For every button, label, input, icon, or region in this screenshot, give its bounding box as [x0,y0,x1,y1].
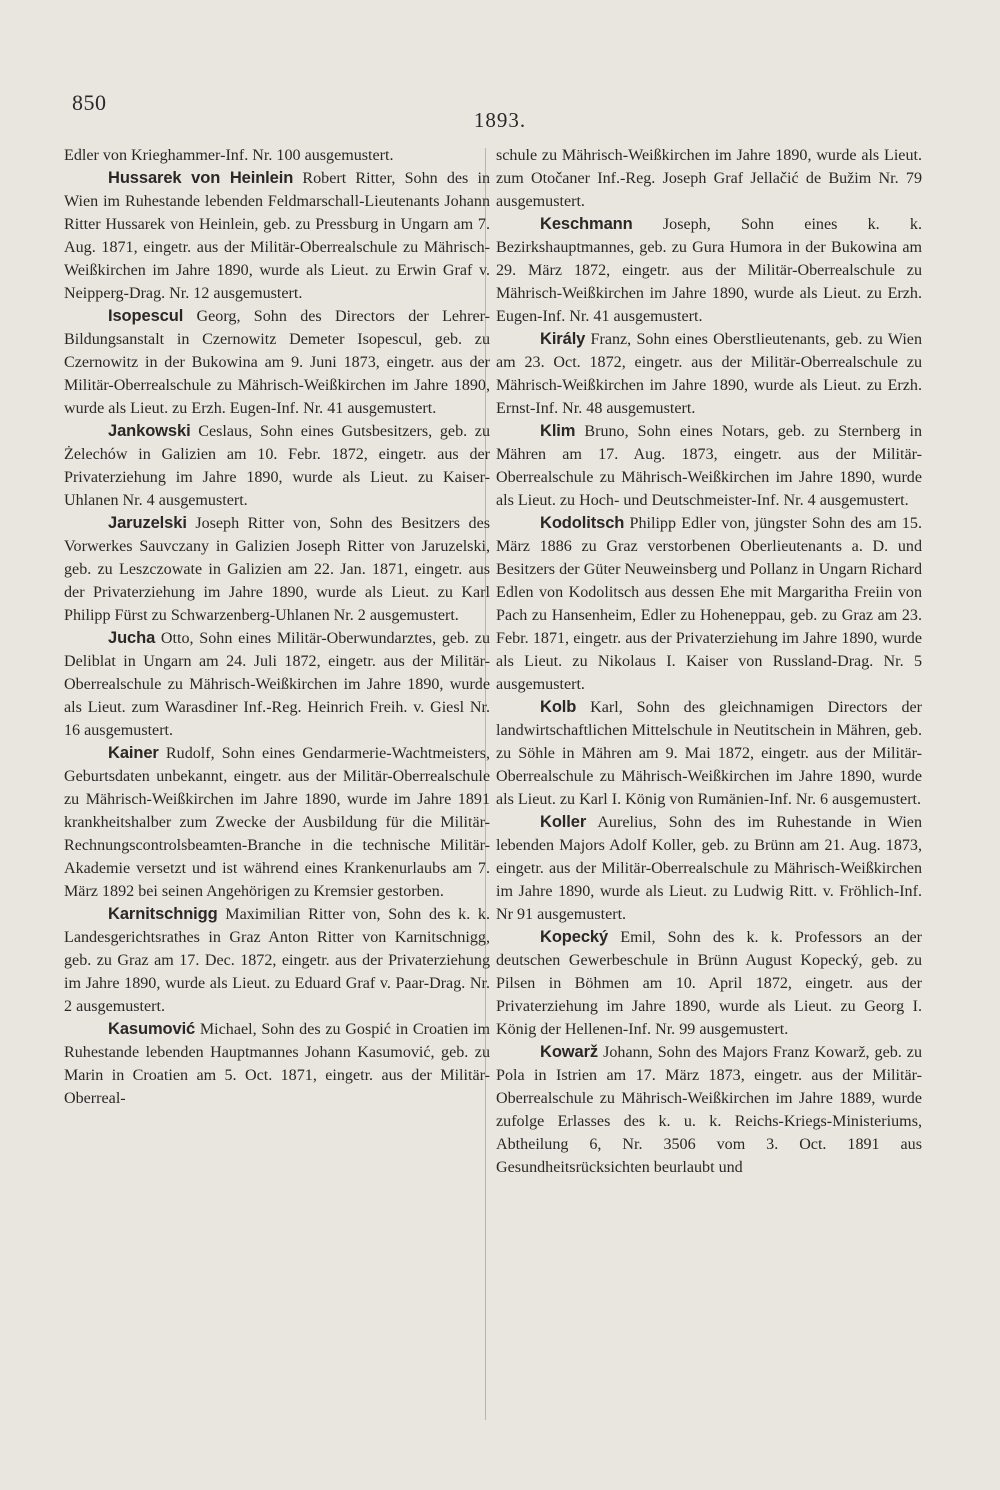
biography-entry [64,742,490,903]
biography-entry [496,926,922,1041]
right-column [496,144,922,1179]
entry-surname: Király [540,330,586,348]
biography-entry [64,1018,490,1110]
entry-text: Ceslaus, Sohn eines Gutsbesitzers, geb. zu Żelechów in Galizien am 10. Febr. 1872, eingetr. aus der Privaterziehung im Jahre 1890, wurde als Lieut. zu Kaiser-Uhlanen Nr. 4 ausgemustert. [64,423,490,509]
entry-text: Emil, Sohn des k. k. Professors an der deutschen Gewerbeschule in Brünn August Kopecký, geb. zu Pilsen in Böhmen am 10. April 1872, eingetr. aus der Privaterziehung im Jahre 1890, wurde als Lieut. zu Georg I. König der Hellenen-Inf. Nr. 99 ausgemustert. [496,929,922,1038]
biography-entry [496,811,922,926]
page-number: 850 [72,90,107,115]
entry-text: Johann, Sohn des Majors Franz Kowarž, geb. zu Pola in Istrien am 17. März 1873, eingetr. aus der Militär-Oberrealschule zu Mährisch-Weißkirchen im Jahre 1889, wurde zufolge Erlasses des k. u. k. Reichs-Kriegs-Ministeriums, Abtheilung 6, Nr. 3506 vom 3. Oct. 1891 aus Gesundheitsrücksichten beurlaubt und [496,1044,922,1176]
biography-entry [64,420,490,512]
entry-text: Karl, Sohn des gleichnamigen Directors der landwirtschaftlichen Mittelschule in Neutitschein in Mähren, geb. zu Söhle in Mähren am 9. Mai 1872, eingetr. aus der Militär-Oberrealschule zu Mährisch-Weißkirchen im Jahre 1890, wurde als Lieut. zu Karl I. König von Rumänien-Inf. Nr. 6 ausgemustert. [496,699,922,808]
entry-surname: Kodolitsch [540,514,625,532]
entry-surname: Kainer [108,744,159,762]
entry-text: Georg, Sohn des Directors der Lehrer-Bildungsanstalt in Czernowitz Demeter Isopescul, geb. zu Czernowitz in der Bukowina am 9. Juni 1873, eingetr. aus der Militär-Oberrealschule zu Mährisch-Weißkirchen im Jahre 1890, wurde als Lieut. zu Erzh. Eugen-Inf. Nr. 41 ausgemustert. [64,308,490,417]
entry-text: Joseph, Sohn eines k. k. Bezirkshauptmannes, geb. zu Gura Humora in der Bukowina am 29. März 1872, eingetr. aus der Militär-Oberrealschule zu Mährisch-Weißkirchen im Jahre 1890, wurde als Lieut. zu Erzh. Eugen-Inf. Nr. 41 ausgemustert. [496,216,922,325]
entry-text: Edler von Krieghammer-Inf. Nr. 100 ausgemustert. [64,147,394,164]
entry-text: Philipp Edler von, jüngster Sohn des am 15. März 1886 zu Graz verstorbenen Oberlieutenants a. D. und Besitzers der Güter Neuweinsberg und Pollanz in Ungarn Richard Edlen von Kodolitsch aus dessen Ehe mit Margaritha Freiin von Pach zu Hansenheim, Edler zu Hoheneppau, geb. zu Graz am 23. Febr. 1871, eingetr. aus der Privaterziehung im Jahre 1890, wurde als Lieut. zu Nikolaus I. Kaiser von Russland-Drag. Nr. 5 ausgemustert. [496,515,922,693]
entry-text: Michael, Sohn des zu Gospić in Croatien im Ruhestande lebenden Hauptmannes Johann Kasumović, geb. zu Marin in Croatien am 5. Oct. 1871, eingetr. aus der Militär-Oberreal- [64,1021,490,1107]
biography-entry [64,305,490,420]
entry-text: Otto, Sohn eines Militär-Oberwundarztes, geb. zu Deliblat in Ungarn am 24. Juli 1872, eingetr. aus der Militär-Oberrealschule zu Mährisch-Weißkirchen im Jahre 1890, wurde als Lieut. zum Warasdiner Inf.-Reg. Heinrich Freih. v. Giesl Nr. 16 ausgemustert. [64,630,490,739]
entry-text: Aurelius, Sohn des im Ruhestande in Wien lebenden Majors Adolf Koller, geb. zu Brünn am 21. Aug. 1873, eingetr. aus der Militär-Oberrealschule zu Mährisch-Weißkirchen im Jahre 1890, wurde als Lieut. zu Ludwig Ritt. v. Fröhlich-Inf. Nr 91 ausgemustert. [496,814,922,923]
biography-entry [64,903,490,1018]
entry-text: Robert Ritter, Sohn des in Wien im Ruhestande lebenden Feldmarschall-Lieutenants Johann Ritter Hussarek von Heinlein, geb. zu Pressburg in Ungarn am 7. Aug. 1871, eingetr. aus der Militär-Oberrealschule zu Mährisch-Weißkirchen im Jahre 1890, wurde als Lieut. zu Erwin Graf v. Neipperg-Drag. Nr. 12 ausgemustert. [64,170,490,302]
biography-entry [496,696,922,811]
entry-text: schule zu Mährisch-Weißkirchen im Jahre 1890, wurde als Lieut. zum Otočaner Inf.-Reg. Joseph Graf Jellačić de Bužim Nr. 79 ausgemustert. [496,147,922,210]
biography-entry [496,213,922,328]
entry-text: Joseph Ritter von, Sohn des Besitzers des Vorwerkes Sauvczany in Galizien Joseph Ritter von Jaruzelski, geb. zu Leszczowate in Galizien am 22. Jan. 1871, eingetr. aus der Privaterziehung im Jahre 1890, wurde als Lieut. zu Karl Philipp Fürst zu Schwarzenberg-Uhlanen Nr. 2 ausgemustert. [64,515,490,624]
biography-entry [496,1041,922,1179]
entry-text: Rudolf, Sohn eines Gendarmerie-Wachtmeisters, Geburtsdaten unbekannt, eingetr. aus der Militär-Oberrealschule zu Mährisch-Weißkirchen im Jahre 1890, wurde im Jahre 1891 krankheitshalber zum Zwecke der Ausbildung für die Militär-Rechnungscontrolsbeamten-Branche in die technische Militär-Akademie versetzt und ist während eines Krankenurlaubs am 7. März 1892 bei seinen Angehörigen zu Kremsier gestorben. [64,745,490,900]
entry-surname: Jankowski [108,422,191,440]
entry-continuation [496,144,922,213]
entry-text: Franz, Sohn eines Oberstlieutenants, geb. zu Wien am 23. Oct. 1872, eingetr. aus der Militär-Oberrealschule zu Mährisch-Weißkirchen im Jahre 1890, wurde als Lieut. zu Erzh. Ernst-Inf. Nr. 48 ausgemustert. [496,331,922,417]
entry-text: Bruno, Sohn eines Notars, geb. zu Sternberg in Mähren am 17. Aug. 1873, eingetr. aus der Militär-Oberrealschule zu Mährisch-Weißkirchen im Jahre 1890, wurde als Lieut. zu Hoch- und Deutschmeister-Inf. Nr. 4 ausgemustert. [496,423,922,509]
entry-surname: Isopescul [108,307,184,325]
entry-surname: Jucha [108,629,156,647]
biography-entry [64,512,490,627]
entry-surname: Kopecký [540,928,609,946]
entry-surname: Kowarž [540,1043,599,1061]
entry-surname: Keschmann [540,215,633,233]
running-header-year: 1893. [473,108,527,132]
entry-surname: Kolb [540,698,577,716]
entry-surname: Karnitschnigg [108,905,218,923]
biography-entry [496,420,922,512]
left-column [64,144,490,1110]
biography-entry [64,627,490,742]
entry-surname: Kasumović [108,1020,196,1038]
entry-text: Maximilian Ritter von, Sohn des k. k. Landesgerichtsrathes in Graz Anton Ritter von Karnitschnigg, geb. zu Graz am 17. Dec. 1872, eingetr. aus der Privaterziehung im Jahre 1890, wurde als Lieut. zu Eduard Graf v. Paar-Drag. Nr. 2 ausgemustert. [64,906,490,1015]
entry-surname: Hussarek von Heinlein [108,169,294,187]
entry-surname: Koller [540,813,587,831]
entry-surname: Jaruzelski [108,514,187,532]
biography-entry [64,167,490,305]
entry-surname: Klim [540,422,576,440]
biography-entry [496,328,922,420]
biography-entry [496,512,922,696]
entry-continuation [64,144,490,167]
